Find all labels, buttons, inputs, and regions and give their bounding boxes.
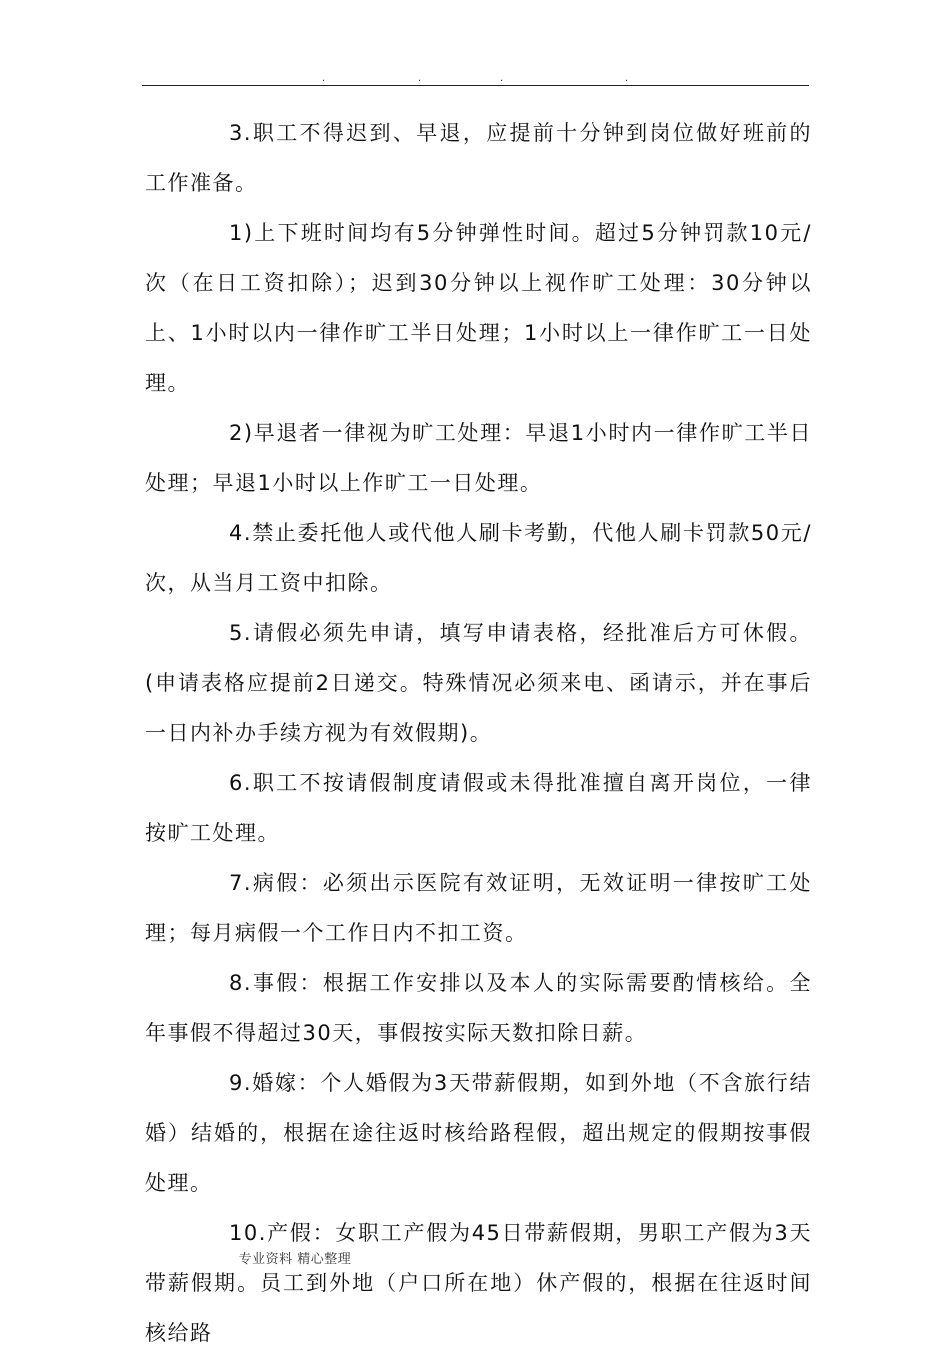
paragraph-number: 6. <box>229 771 253 795</box>
paragraph-subitem-1 <box>145 208 812 408</box>
paragraph-number: 8. <box>229 971 253 995</box>
paragraph-text: 婚嫁：个人婚假为3天带薪假期，如到外地（不含旅行结婚）结婚的，根据在途往返时核给路程假，超出规定的假期按事假处理。 <box>145 1071 812 1195</box>
paragraph-text: 上下班时间均有5分钟弹性时间。超过5分钟罚款10元/次（在日工资扣除）；迟到30分钟以上视作旷工处理：30分钟以上、1小时以内一律作旷工半日处理；1小时以上一律作旷工一日处理。 <box>145 221 812 395</box>
header-dot: . <box>418 73 422 84</box>
header-dot: . <box>322 73 326 84</box>
paragraph-item-10 <box>145 1208 812 1358</box>
paragraph-number: 5. <box>229 621 253 645</box>
paragraph-text: 事假：根据工作安排以及本人的实际需要酌情核给。全年事假不得超过30天，事假按实际天数扣除日薪。 <box>145 971 812 1045</box>
paragraph-item-8 <box>145 958 812 1058</box>
paragraph-text: 禁止委托他人或代他人刷卡考勤，代他人刷卡罚款50元/次，从当月工资中扣除。 <box>145 521 812 595</box>
paragraph-number: 7. <box>229 871 253 895</box>
paragraph-item-7 <box>145 858 812 958</box>
paragraph-number: 9. <box>229 1071 253 1095</box>
paragraph-item-9 <box>145 1058 812 1208</box>
document-body <box>145 108 812 1358</box>
paragraph-item-3 <box>145 108 812 208</box>
paragraph-number: 4. <box>229 521 253 545</box>
paragraph-text: 产假：女职工产假为45日带薪假期，男职工产假为3天带薪假期。员工到外地（户口所在地）休产假的，根据在往返时间核给路 <box>145 1221 812 1345</box>
paragraph-text: 早退者一律视为旷工处理：早退1小时内一律作旷工半日处理；早退1小时以上作旷工一日处理。 <box>145 421 812 495</box>
paragraph-text: 请假必须先申请，填写申请表格，经批准后方可休假。(申请表格应提前2日递交。特殊情况必须来电、函请示，并在事后一日内补办手续方视为有效假期)。 <box>145 621 812 745</box>
paragraph-subitem-2 <box>145 408 812 508</box>
paragraph-number: 3. <box>229 121 253 145</box>
paragraph-item-6 <box>145 758 812 858</box>
paragraph-text: 职工不得迟到、早退，应提前十分钟到岗位做好班前的工作准备。 <box>145 121 812 195</box>
page-header-dots <box>300 74 640 84</box>
paragraph-item-5 <box>145 608 812 758</box>
header-dot: . <box>500 73 504 84</box>
paragraph-number: 10. <box>229 1221 267 1245</box>
header-rule <box>142 85 809 86</box>
paragraph-number: 1) <box>229 221 254 245</box>
paragraph-item-4 <box>145 508 812 608</box>
paragraph-number: 2) <box>229 421 254 445</box>
paragraph-text: 病假：必须出示医院有效证明，无效证明一律按旷工处理；每月病假一个工作日内不扣工资。 <box>145 871 812 945</box>
page-footer: 专业资料 精心整理 <box>238 1252 352 1267</box>
header-dot: . <box>625 73 629 84</box>
paragraph-text: 职工不按请假制度请假或未得批准擅自离开岗位，一律按旷工处理。 <box>145 771 812 845</box>
